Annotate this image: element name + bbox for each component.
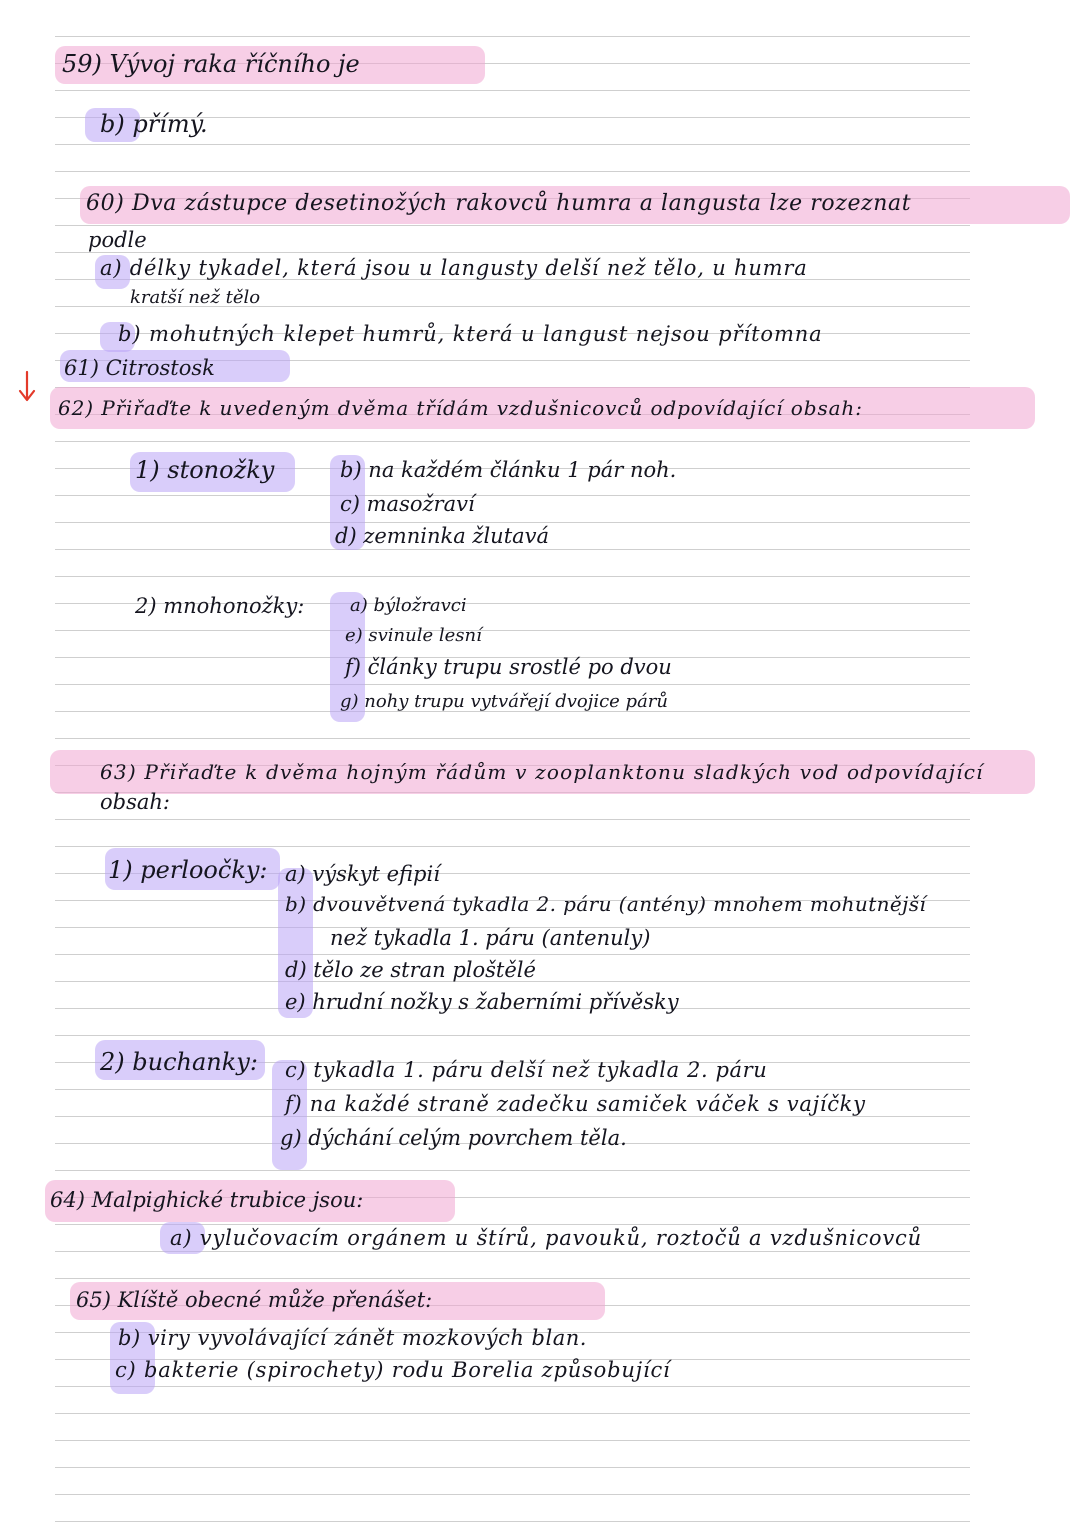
question-63-group2-label: 2) buchanky:	[100, 1048, 258, 1076]
question-63-title-cont: obsah:	[100, 790, 170, 814]
question-59-answer: b) přímý.	[100, 110, 208, 138]
question-65-title: 65) Klíště obecné může přenášet:	[76, 1288, 433, 1312]
question-63-group2-item: f) na každé straně zadečku samiček váček s vajíčky	[285, 1092, 866, 1116]
question-64-title: 64) Malpighické trubice jsou:	[50, 1188, 364, 1212]
question-61-title: 61) Citrostosk	[64, 356, 215, 380]
question-62-group2-item: a) býložravci	[350, 595, 467, 616]
question-60-title: 60) Dva zástupce desetinožých rakovců humra a langusta lze rozeznat	[86, 191, 912, 216]
question-63-group1-item: b) dvouvětvená tykadla 2. páru (antény) mnohem mohutnější	[285, 892, 927, 916]
question-62-group2-item: g) nohy trupu vytvářejí dvojice párů	[340, 691, 669, 712]
question-62-title: 62) Přiřaďte k uvedeným dvěma třídám vzdušnicovců odpovídající obsah:	[58, 396, 863, 420]
question-63-group1-item: d) tělo ze stran ploštělé	[285, 958, 536, 982]
question-62-group1-item: b) na každém článku 1 pár noh.	[340, 458, 677, 482]
question-59-title: 59) Vývoj raka říčního je	[62, 50, 360, 78]
question-63-group2-item: g) dýchání celým povrchem těla.	[280, 1126, 627, 1150]
question-62-group2-label: 2) mnohonožky:	[135, 594, 305, 618]
question-64-answer-a: a) vylučovacím orgánem u štírů, pavouků, roztočů a vzdušnicovců	[170, 1226, 922, 1250]
question-62-group1-item: d) zemninka žlutavá	[335, 524, 550, 548]
question-63-group2-item: c) tykadla 1. páru delší než tykadla 2. páru	[285, 1058, 768, 1082]
question-60-answer-b: b) mohutných klepet humrů, která u langust nejsou přítomna	[118, 322, 823, 346]
question-62-group1-item: c) masožraví	[340, 492, 475, 516]
question-65-answer-c: c) bakterie (spirochety) rodu Borelia způsobující	[115, 1358, 671, 1382]
question-60-title-cont: podle	[88, 228, 147, 252]
question-63-group1-item: a) výskyt efipií	[285, 862, 440, 886]
arrow-down-icon	[16, 370, 38, 404]
question-63-group1-item: e) hrudní nožky s žaberními přívěsky	[285, 990, 679, 1014]
question-62-group2-item: f) články trupu srostlé po dvou	[345, 655, 672, 679]
question-63-group1-item: než tykadla 1. páru (antenuly)	[330, 926, 651, 950]
question-60-answer-a-line2: kratší než tělo	[130, 287, 261, 308]
question-60-answer-a-line1: a) délky tykadel, která jsou u langusty delší než tělo, u humra	[100, 256, 808, 280]
question-62-group1-label: 1) stonožky	[135, 456, 275, 484]
question-62-group2-item: e) svinule lesní	[345, 625, 482, 646]
question-63-title: 63) Přiřaďte k dvěma hojným řádům v zooplanktonu sladkých vod odpovídající	[100, 760, 984, 784]
page-margin-left	[0, 0, 55, 1527]
question-63-group1-label: 1) perloočky:	[108, 856, 268, 884]
question-65-answer-b: b) viry vyvolávající zánět mozkových blan.	[118, 1326, 587, 1350]
